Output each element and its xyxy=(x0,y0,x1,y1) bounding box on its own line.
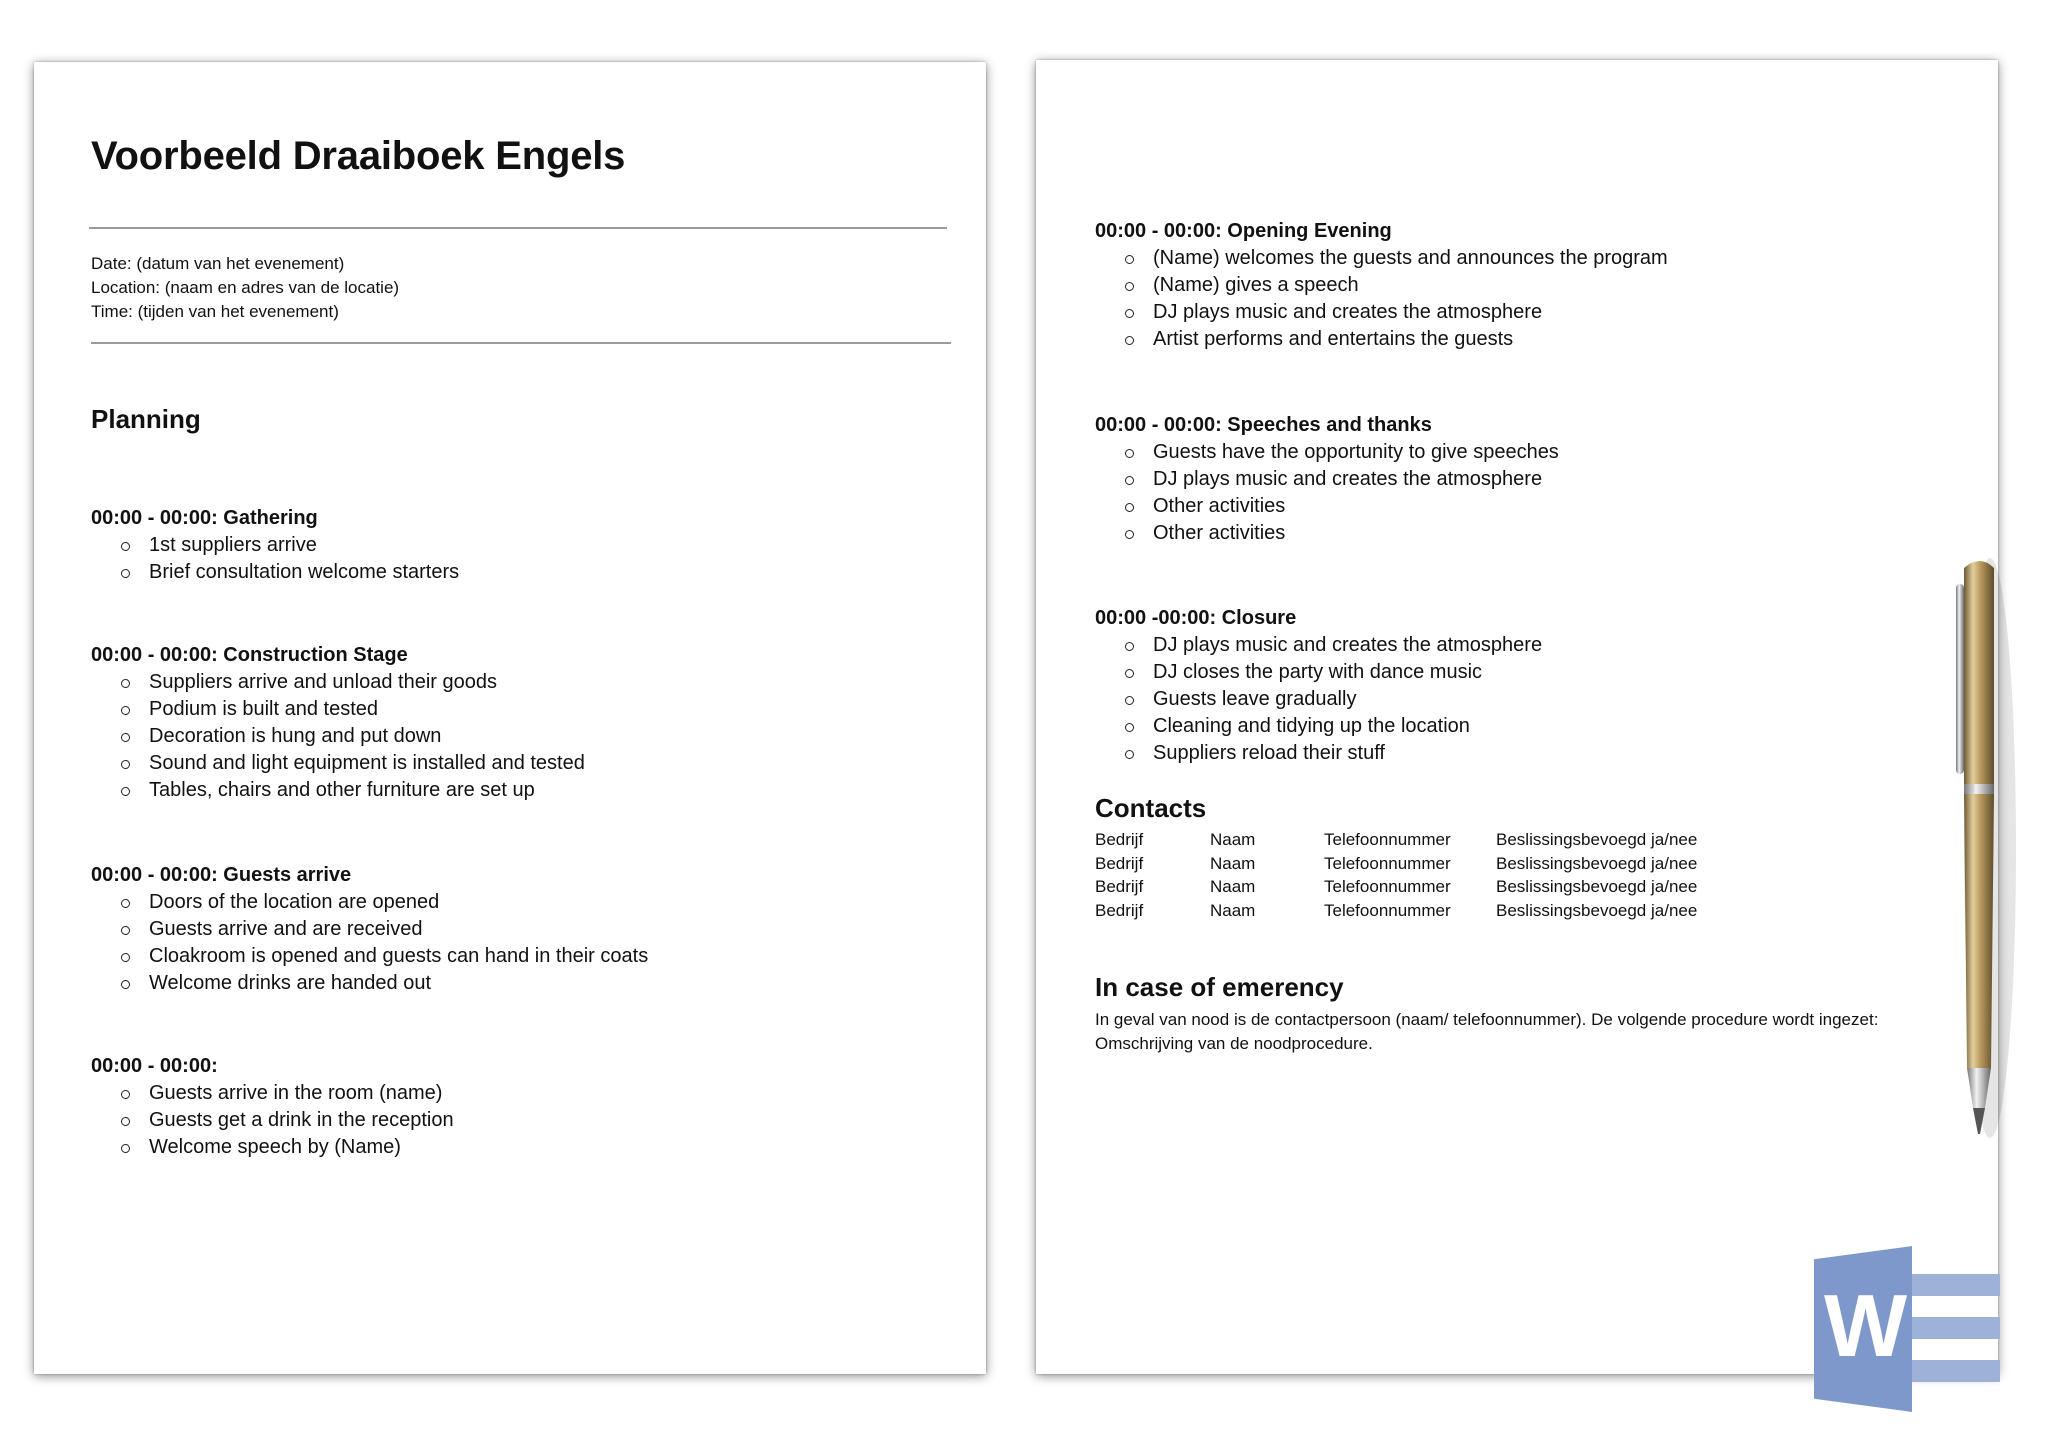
meta-time: Time: (tijden van het evenement) xyxy=(91,302,339,321)
table-cell: Telefoonnummer xyxy=(1324,877,1451,896)
list-item xyxy=(1095,632,1542,659)
document-page-2 xyxy=(1036,60,1998,1374)
circle-bullet-icon xyxy=(1125,476,1134,485)
circle-bullet-icon xyxy=(1125,503,1134,512)
planning-heading: Planning xyxy=(91,404,201,434)
schedule-section xyxy=(91,862,648,997)
list-item-text: Brief consultation welcome starters xyxy=(149,561,460,583)
table-row xyxy=(1095,852,1697,876)
table-cell: Beslissingsbevoegd ja/nee xyxy=(1496,900,1698,920)
event-meta xyxy=(91,252,399,324)
bullet-list xyxy=(91,1080,454,1161)
schedule-section xyxy=(1095,412,1559,547)
circle-bullet-icon xyxy=(121,1090,130,1099)
document-title: Voorbeeld Draaiboek Engels xyxy=(91,134,626,178)
table-row xyxy=(1095,899,1697,923)
table-cell: Naam xyxy=(1210,877,1256,896)
list-item xyxy=(91,559,459,586)
list-item xyxy=(1095,686,1542,713)
contacts-heading: Contacts xyxy=(1095,793,1207,823)
circle-bullet-icon xyxy=(121,569,130,578)
list-item-text: 1st suppliers arrive xyxy=(149,534,317,556)
bullet-list xyxy=(91,889,648,997)
list-item-text: DJ closes the party with dance music xyxy=(1153,661,1483,683)
table-cell: Beslissingsbevoegd ja/nee xyxy=(1496,853,1698,873)
list-item-text: DJ plays music and creates the atmosphere xyxy=(1153,468,1543,490)
section-heading: 00:00 - 00:00: Opening Evening xyxy=(1095,220,1392,242)
emergency-text xyxy=(1095,1008,1975,1056)
word-logo-icon xyxy=(1814,1246,2000,1412)
list-item xyxy=(1095,299,1668,326)
emergency-heading: In case of emerency xyxy=(1095,972,1344,1002)
list-item xyxy=(91,750,585,777)
circle-bullet-icon xyxy=(121,926,130,935)
circle-bullet-icon xyxy=(121,1144,130,1153)
list-item xyxy=(91,1134,454,1161)
list-item-text: Guests get a drink in the reception xyxy=(149,1109,454,1131)
list-item xyxy=(1095,245,1668,272)
list-item xyxy=(91,1107,454,1134)
list-item-text: Cleaning and tidying up the location xyxy=(1153,715,1470,737)
list-item-text: Podium is built and tested xyxy=(149,698,379,720)
list-item-text: Guests arrive and are received xyxy=(149,918,423,940)
pen-icon xyxy=(1950,548,2020,1138)
list-item-text: Cloakroom is opened and guests can hand in their coats xyxy=(149,945,649,967)
circle-bullet-icon xyxy=(1125,530,1134,539)
list-item xyxy=(91,696,585,723)
table-cell: Bedrijf xyxy=(1095,877,1144,896)
logo-letter: W xyxy=(1824,1276,1908,1375)
table-cell: Beslissingsbevoegd ja/nee xyxy=(1496,830,1698,849)
circle-bullet-icon xyxy=(121,1117,130,1126)
list-item-text: Suppliers arrive and unload their goods xyxy=(149,671,497,693)
list-item-text: Guests arrive in the room (name) xyxy=(149,1082,443,1104)
section-heading: 00:00 - 00:00: Speeches and thanks xyxy=(1095,414,1432,436)
section-heading: 00:00 - 00:00: Gathering xyxy=(91,507,318,529)
list-item xyxy=(91,889,648,916)
table-cell: Naam xyxy=(1210,853,1256,873)
circle-bullet-icon xyxy=(1125,642,1134,651)
table-cell: Naam xyxy=(1210,830,1256,849)
list-item-text: Sound and light equipment is installed and tested xyxy=(149,752,585,774)
table-cell: Telefoonnummer xyxy=(1324,830,1451,849)
schedule-section xyxy=(91,642,585,804)
table-cell: Bedrijf xyxy=(1095,900,1144,920)
circle-bullet-icon xyxy=(1125,449,1134,458)
circle-bullet-icon xyxy=(1125,309,1134,318)
list-item-text: Suppliers reload their stuff xyxy=(1153,742,1385,764)
list-item xyxy=(91,1080,454,1107)
section-heading: 00:00 - 00:00: xyxy=(91,1055,218,1077)
list-item-text: Other activities xyxy=(1153,495,1286,517)
circle-bullet-icon xyxy=(121,706,130,715)
list-item xyxy=(91,532,459,559)
circle-bullet-icon xyxy=(1125,282,1134,291)
list-item xyxy=(1095,713,1542,740)
list-item-text: DJ plays music and creates the atmosphere xyxy=(1153,301,1543,323)
list-item xyxy=(1095,272,1668,299)
list-item xyxy=(1095,466,1559,493)
list-item xyxy=(91,916,648,943)
schedule-section xyxy=(1095,218,1668,353)
list-item-text: Other activities xyxy=(1153,522,1286,544)
emergency-line: In geval van nood is de contactpersoon (naam/ telefoonnummer). De volgende procedure wordt ingezet: xyxy=(1095,1010,1879,1029)
bullet-list xyxy=(91,532,459,586)
list-item-text: (Name) gives a speech xyxy=(1153,274,1359,296)
circle-bullet-icon xyxy=(121,787,130,796)
circle-bullet-icon xyxy=(121,760,130,769)
list-item xyxy=(1095,439,1559,466)
section-heading: 00:00 - 00:00: Construction Stage xyxy=(91,644,408,666)
schedule-section xyxy=(91,1053,454,1161)
list-item xyxy=(91,777,585,804)
meta-date: Date: (datum van het evenement) xyxy=(91,254,345,273)
circle-bullet-icon xyxy=(121,953,130,962)
list-item-text: Welcome speech by (Name) xyxy=(149,1136,401,1158)
table-row xyxy=(1095,875,1697,899)
list-item-text: Artist performs and entertains the guests xyxy=(1153,328,1514,350)
table-cell: Bedrijf xyxy=(1095,853,1144,873)
list-item xyxy=(91,943,648,970)
table-row xyxy=(1095,828,1697,852)
table-cell: Bedrijf xyxy=(1095,830,1144,849)
list-item-text: Tables, chairs and other furniture are set up xyxy=(149,779,535,801)
emergency-line: Omschrijving van de noodprocedure. xyxy=(1095,1034,1373,1053)
meta-divider xyxy=(91,342,951,344)
list-item-text: Guests have the opportunity to give speeches xyxy=(1153,441,1559,463)
bullet-list xyxy=(1095,245,1668,353)
circle-bullet-icon xyxy=(1125,255,1134,264)
section-heading: 00:00 - 00:00: Guests arrive xyxy=(91,864,352,886)
schedule-section xyxy=(1095,605,1542,767)
table-cell: Telefoonnummer xyxy=(1324,900,1451,920)
list-item-text: DJ plays music and creates the atmosphere xyxy=(1153,634,1543,656)
circle-bullet-icon xyxy=(1125,336,1134,345)
list-item xyxy=(91,669,585,696)
contacts-table xyxy=(1095,828,1697,922)
list-item xyxy=(1095,740,1542,767)
table-cell: Beslissingsbevoegd ja/nee xyxy=(1496,877,1698,896)
list-item xyxy=(1095,493,1559,520)
schedule-section xyxy=(91,505,459,586)
circle-bullet-icon xyxy=(1125,723,1134,732)
list-item-text: Decoration is hung and put down xyxy=(149,725,442,747)
list-item xyxy=(91,723,585,750)
list-item-text: Guests leave gradually xyxy=(1153,688,1357,710)
list-item-text: Doors of the location are opened xyxy=(149,891,440,913)
table-cell: Naam xyxy=(1210,900,1256,920)
list-item xyxy=(1095,659,1542,686)
circle-bullet-icon xyxy=(1125,696,1134,705)
circle-bullet-icon xyxy=(1125,750,1134,759)
bullet-list xyxy=(1095,439,1559,547)
circle-bullet-icon xyxy=(121,733,130,742)
list-item xyxy=(91,970,648,997)
table-cell: Telefoonnummer xyxy=(1324,853,1451,873)
circle-bullet-icon xyxy=(121,980,130,989)
circle-bullet-icon xyxy=(1125,669,1134,678)
meta-location: Location: (naam en adres van de locatie) xyxy=(91,278,400,297)
list-item-text: (Name) welcomes the guests and announces the program xyxy=(1153,247,1668,269)
circle-bullet-icon xyxy=(121,542,130,551)
bullet-list xyxy=(1095,632,1542,767)
list-item-text: Welcome drinks are handed out xyxy=(149,972,432,994)
document-page-1 xyxy=(34,62,986,1374)
title-divider xyxy=(89,227,947,229)
circle-bullet-icon xyxy=(121,679,130,688)
circle-bullet-icon xyxy=(121,899,130,908)
section-heading: 00:00 -00:00: Closure xyxy=(1095,607,1297,629)
list-item xyxy=(1095,326,1668,353)
bullet-list xyxy=(91,669,585,804)
list-item xyxy=(1095,520,1559,547)
